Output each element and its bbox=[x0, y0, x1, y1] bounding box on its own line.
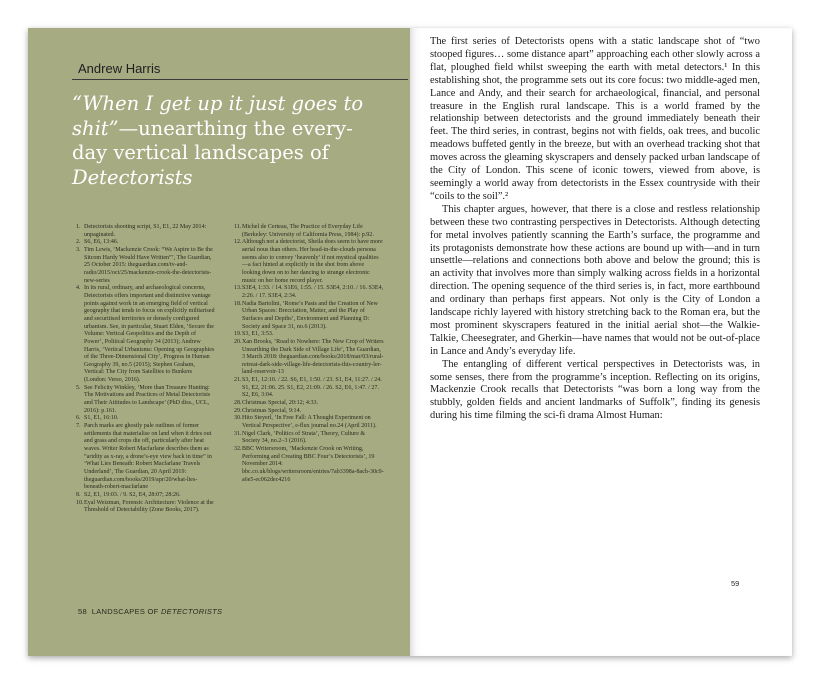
title-line-4: Detectorists bbox=[72, 165, 193, 189]
endnote-text: Michel de Certeau, The Practice of Everyday Life (Berkeley: University of California Press, 1984): p.92. bbox=[242, 224, 374, 238]
endnote-text: S2, E1, 19:03. / 9. S2, E4, 28:07; 28:26. bbox=[84, 491, 181, 498]
endnote-text: S3, E1, 3:53. bbox=[242, 331, 274, 338]
endnote bbox=[234, 239, 384, 285]
left-folio bbox=[78, 607, 222, 616]
endnote-number: 20. bbox=[234, 338, 242, 345]
endnote bbox=[76, 224, 216, 239]
endnote bbox=[234, 431, 384, 446]
endnote-text: Nadia Bartolini, ‘Rome’s Pasts and the Creation of New Urban Spaces: Brecciation, Matter, and the Play of Surfaces and Depths’, Environment and Planning D: Society and Space 31, no.6 (2013). bbox=[242, 300, 378, 330]
paragraph-1: The first series of Detectorists opens with a static landscape shot of “two stooped figures… some distance apart” approaching each other slowly across a flat, ploughed field whilst sweeping the earth with metal detectors.¹ In this establishing shot, the programme sets out its core focus: two middle-aged men, Lance and Andy, and their search for archaeological, financial, and personal treasure in the English rural landscape. This is a world framed by the relationship between detectorists and the ground immediately beneath their feet. The third series, in contrast, begins not with fields, oak trees, and bucolic meadows buffeted gently in the breeze, but with an overhead tracking shot that moves across the gleaming skyscrapers and densely packed urban landscape of the City of London. This scene of iconic towers, viewed from above, is seemingly a world away from detectorists in the Essex countryside with their “coils to the soil”.² bbox=[430, 36, 760, 202]
endnote bbox=[234, 224, 384, 239]
endnote-number: 19. bbox=[234, 331, 242, 338]
endnote bbox=[76, 500, 216, 515]
endnote-text: Nigel Clark, ‘Politics of Strata’, Theory, Culture & Society 34, no.2–3 (2016). bbox=[242, 430, 366, 445]
endnote bbox=[76, 492, 216, 500]
endnote-number: 12. bbox=[234, 239, 242, 246]
endnote bbox=[76, 423, 216, 492]
endnote bbox=[76, 285, 216, 385]
endnote bbox=[234, 415, 384, 430]
endnote bbox=[234, 285, 384, 300]
endnote bbox=[234, 400, 384, 408]
title-line-2: shit”—unearthing the every- bbox=[72, 116, 353, 140]
endnote-text: Xan Brooks, ‘Road to Nowhere: The New Crop of Writers Unearthing the Dark Side of Village Life’, The Guardian, 3 March 2018: theguardian.com/books/2018/mar/03/rural-retreat-dark-side-village-life-detectorists-this-country-ler-land-reservoir-13 bbox=[242, 338, 384, 376]
endnote-number: 13. bbox=[234, 285, 242, 292]
endnote-number: 32. bbox=[234, 446, 242, 453]
endnote-number: 4. bbox=[76, 285, 81, 292]
running-head: LANDSCAPES OF bbox=[91, 607, 159, 616]
endnote-number: 11. bbox=[234, 224, 242, 230]
endnote-number: 8. bbox=[76, 491, 81, 498]
author-name: Andrew Harris bbox=[78, 61, 161, 76]
chapter-title bbox=[72, 92, 402, 190]
endnote-number: 2. bbox=[76, 239, 81, 246]
running-head-italic: DETECTORISTS bbox=[160, 607, 223, 616]
endnote-number: 7. bbox=[76, 423, 81, 430]
endnote-text: S3, E1, 12:10. / 22. S6, E1, 1:50. / 23. S1, E4, 11:27. / 24. S1, E2, 21:06. 25. S1, E2, 21:09. / 26. S2, E6, 1:47. / 27. S2, E6, 3:04. bbox=[242, 377, 382, 399]
endnote bbox=[76, 247, 216, 285]
endnote-number: 18. bbox=[234, 300, 242, 307]
paragraph-2: This chapter argues, however, that there is a close and restless relationship between these two contrasting perspectives in Detectorists. Although detecting for metal involves patiently scanning the Earth’s surface, the programme and its protagonists demonstrate how these actions are bound up with—and in turn unsettle—relations and connections both above and below the ground; this is an activity that involves more than simply walking across fields in a horizontal direction. The opening sequence of the third series is, in fact, more earthbound and ordinary than perhaps first appears. Not only is the City of London a landscape richly layered with history stretching back to the Roman era, but the most prominent skyscrapers featured in the initial aerial shot—the Walkie-Talkie, Cheesegrater, and Gherkin—have names that would not be out-of-place in Lance and Andy’s everyday life. bbox=[430, 203, 760, 357]
endnote-text: S3E4, 1:33. / 14. S1E6, 1:55. / 15. S3E4, 2:10. / 16. S3E4, 2:26. / 17. S3E4, 2:34. bbox=[242, 285, 384, 299]
endnote-text: Although not a detectorist, Sheila does seem to have more aerial nous than others. Her head-in-the-clouds persona seems also to convey ‘heavenly’ if not mystical qualities—a fact hinted at explicitly in the shot from above looking down on to her dancing to strange electronic music on her home record player. bbox=[242, 239, 383, 284]
endnote-number: 21. bbox=[234, 377, 242, 384]
endnote-text: BBC Writersroom, ‘Mackenzie Crook on Writing, Performing and Creating BBC Four’s Detectorists’, 19 November 2014: bbc.co.uk/blogs/writersroom/entries/7ab3398a-8ach-30c9-a6e5-ec062dec4216 bbox=[242, 446, 384, 483]
endnotes-column-2 bbox=[234, 224, 384, 484]
endnote-text: Hito Steyerl, ‘In Free Fall: A Thought Experiment on Vertical Perspective’, e-flux journal no.24 (April 2011). bbox=[242, 415, 377, 430]
endnote-text: Parch marks are ghostly pale outlines of former settlements that materialise on land when it dries out and grass and crops die off, particularly after heat waves. Writer Robert Macfarlane describes them as “aridity as x-ray, a drone’s-eye view back in time” in ‘What Lies Beneath: Robert Macfarlane Travels Underland’, The Guardian, 20 April 2019: theguardian.com/books/2019/apr/20/what-lies-beneath-robert-macfarlane bbox=[84, 423, 212, 491]
endnote bbox=[234, 331, 384, 339]
endnote-number: 28. bbox=[234, 400, 242, 407]
endnote-number: 30. bbox=[234, 415, 242, 422]
endnote-text: Detectorists shooting script, S1, E1, 22 May 2014: unpaginated. bbox=[84, 224, 207, 238]
endnote bbox=[234, 339, 384, 377]
right-page-number: 59 bbox=[731, 579, 740, 588]
endnote bbox=[76, 239, 216, 247]
endnote-number: 10. bbox=[76, 499, 84, 506]
endnote-text: Christmas Special, 9:14. bbox=[242, 407, 302, 414]
endnote bbox=[234, 377, 384, 400]
body-text bbox=[430, 36, 760, 423]
endnote-number: 31. bbox=[234, 430, 242, 437]
endnote-number: 29. bbox=[234, 407, 242, 414]
endnote bbox=[234, 301, 384, 332]
endnote-number: 1. bbox=[76, 224, 81, 230]
endnote-text: See Felicity Winkley, ‘More than Treasure Hunting: The Motivations and Practices of Metal Detectorists and Their Attitudes to Landscape’ (PhD diss., UCL, 2016): p.161. bbox=[84, 384, 211, 414]
left-page bbox=[28, 28, 410, 656]
endnote-number: 3. bbox=[76, 246, 81, 253]
endnote bbox=[234, 446, 384, 484]
endnote-text: Christmas Special, 20:12; 4:33. bbox=[242, 400, 319, 407]
title-rule bbox=[72, 79, 408, 80]
endnotes-column-1 bbox=[76, 224, 216, 515]
paragraph-3: The entangling of different vertical perspectives in Detectorists was, in some senses, there from the programme’s inception. Reflecting on its origins, Mackenzie Crook recalls that Detectorists “was born a long way from the stubbly, golden fields and ancient landmarks of Suffolk”, finding its genesis during his time filming the sci-fi drama Almost Human: bbox=[430, 358, 760, 422]
endnote-number: 5. bbox=[76, 384, 81, 391]
endnote-text: S6, E6, 13:46. bbox=[84, 239, 119, 246]
endnote-number: 6. bbox=[76, 415, 81, 422]
endnote-text: In its rural, ordinary, and archaeological concerns, Detectorists offers important and distinctive vantage points against work in an emerging field of vertical geography that tends to focus on explicitly militarised and securitised territories or densely configured urbanism. See, in particular, Stuart Elden, ‘Secure the Volume: Vertical Geopolitics and the Depth of Power’, Political Geography 34 (2013); Andrew Harris, ‘Vertical Urbanisms: Opening up Geographies of the Three-Dimensional City’, Progress in Human Geography 39, no.5 (2015); Stephen Graham, Vertical: The City from Satellites to Bunkers (London: Verso, 2016). bbox=[84, 285, 215, 384]
endnote-text: Eyal Weizman, Forensic Architecture: Violence at the Threshold of Detectability (Zone Books, 2017). bbox=[84, 499, 214, 514]
endnote bbox=[76, 415, 216, 423]
endnote-text: Tim Lewis, ‘Mackenzie Crook: “We Aspire to Be the Sitcom Hardy Would Have Written”’, The Guardian, 25 October 2015: theguardian.com/tv-and-radio/2015/oct/25/mackenzie-crook-the-detectorists-new-series bbox=[84, 246, 213, 284]
title-line-3: day vertical landscapes of bbox=[72, 141, 329, 164]
endnote-text: S1, E1, 16:10. bbox=[84, 415, 119, 422]
left-page-number: 58 bbox=[78, 607, 87, 616]
title-line-1: “When I get up it just goes to bbox=[72, 92, 364, 115]
endnote bbox=[76, 385, 216, 416]
